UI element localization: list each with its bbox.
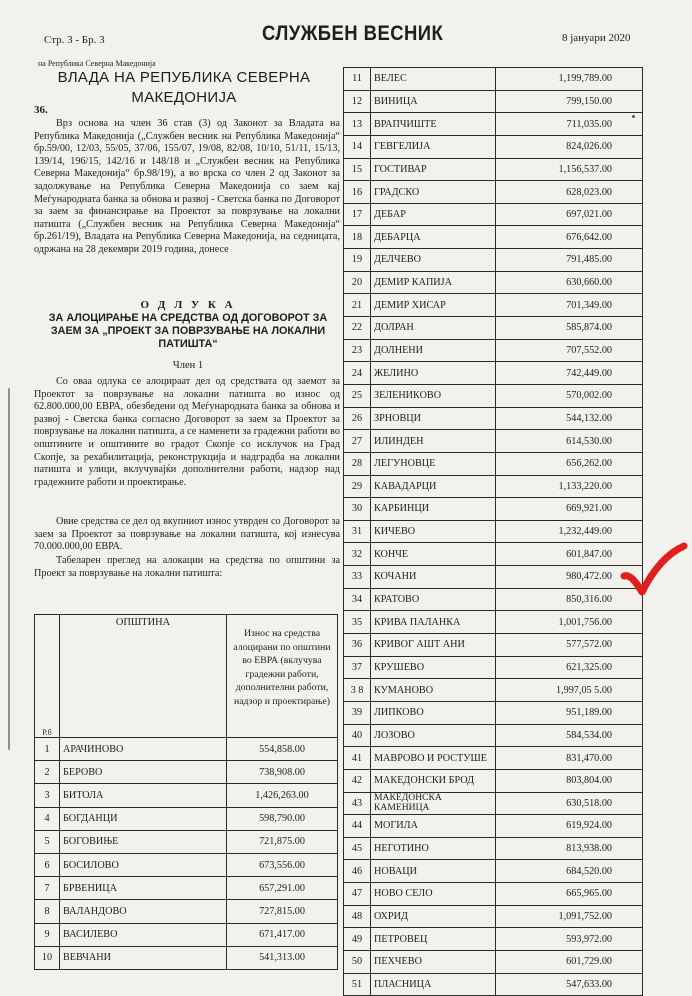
- row-number: 1: [35, 738, 60, 761]
- allocated-amount: 676,642.00: [496, 226, 643, 249]
- row-number: 41: [344, 747, 371, 770]
- allocated-amount: 541,313.00: [227, 946, 338, 969]
- municipality-name: НОВАЦИ: [371, 860, 496, 883]
- allocated-amount: 577,572.00: [496, 634, 643, 657]
- article-label: Член 1: [172, 360, 204, 371]
- row-number: 31: [344, 520, 371, 543]
- allocation-table-left: [34, 614, 338, 970]
- row-number: 28: [344, 452, 371, 475]
- table-row: [344, 973, 643, 996]
- row-number: 18: [344, 226, 371, 249]
- table-row: [344, 883, 643, 906]
- table-row: [344, 860, 643, 883]
- allocated-amount: 669,921.00: [496, 498, 643, 521]
- table-row: [344, 475, 643, 498]
- municipality-name: НЕГОТИНО: [371, 837, 496, 860]
- table-row: [344, 701, 643, 724]
- allocation-table-right: [343, 67, 643, 996]
- municipality-name: ЖЕЛИНО: [371, 362, 496, 385]
- municipality-name: КРИВОГ АШТ АНИ: [371, 634, 496, 657]
- table-row: [344, 769, 643, 792]
- table-row: [344, 792, 643, 815]
- municipality-name: ДОЛНЕНИ: [371, 339, 496, 362]
- allocated-amount: 1,156,537.00: [496, 158, 643, 181]
- municipality-name: ПЛАСНИЦА: [371, 973, 496, 996]
- allocated-amount: 711,035.00: [496, 113, 643, 136]
- allocated-amount: 585,874.00: [496, 317, 643, 340]
- municipality-name: КОЧАНИ: [371, 566, 496, 589]
- municipality-name: БИТОЛА: [60, 784, 227, 807]
- allocated-amount: 803,804.00: [496, 769, 643, 792]
- allocated-amount: 1,426,263.00: [227, 784, 338, 807]
- table-row: [35, 923, 338, 946]
- table-row: [35, 761, 338, 784]
- municipality-name: ЗРНОВЦИ: [371, 407, 496, 430]
- municipality-name: ОХРИД: [371, 905, 496, 928]
- allocated-amount: 727,815.00: [227, 900, 338, 923]
- allocated-amount: 547,633.00: [496, 973, 643, 996]
- municipality-name: МОГИЛА: [371, 815, 496, 838]
- table-row: [344, 68, 643, 91]
- row-number: 35: [344, 611, 371, 634]
- table-row: [35, 853, 338, 876]
- header-municipality: ОПШТИНА: [60, 615, 227, 738]
- municipality-name: КОНЧЕ: [371, 543, 496, 566]
- allocated-amount: 791,485.00: [496, 249, 643, 272]
- row-number: 32: [344, 543, 371, 566]
- municipality-name: ВАЛАНДОВО: [60, 900, 227, 923]
- municipality-name: МАКЕДОНСКА КАМЕНИЦА: [371, 792, 496, 815]
- table-row: [344, 317, 643, 340]
- allocated-amount: 799,150.00: [496, 90, 643, 113]
- table-row: [344, 679, 643, 702]
- municipality-name: ДОЛРАН: [371, 317, 496, 340]
- table-row: [344, 634, 643, 657]
- allocated-amount: 742,449.00: [496, 362, 643, 385]
- allocated-amount: 951,189.00: [496, 701, 643, 724]
- municipality-name: ГРАДСКО: [371, 181, 496, 204]
- municipality-name: БРВЕНИЦА: [60, 877, 227, 900]
- table-row: [344, 181, 643, 204]
- row-number: 49: [344, 928, 371, 951]
- table-row: [344, 837, 643, 860]
- row-number: 50: [344, 950, 371, 973]
- table-row: [344, 384, 643, 407]
- decision-heading: О Д Л У К А: [140, 299, 236, 311]
- municipality-name: КРИВА ПАЛАНКА: [371, 611, 496, 634]
- row-number: 14: [344, 135, 371, 158]
- municipality-name: ИЛИНДЕН: [371, 430, 496, 453]
- allocated-amount: 619,924.00: [496, 815, 643, 838]
- row-number: 37: [344, 656, 371, 679]
- row-number: 27: [344, 430, 371, 453]
- table-row: [344, 407, 643, 430]
- row-number: 17: [344, 203, 371, 226]
- row-number: 11: [344, 68, 371, 91]
- table-row: [344, 158, 643, 181]
- row-number: 36: [344, 634, 371, 657]
- row-number: 51: [344, 973, 371, 996]
- table-row: [344, 271, 643, 294]
- allocated-amount: 544,132.00: [496, 407, 643, 430]
- intro-text: Врз основа на член 36 став (3) од Законот за Владата на Република Македонија („Службен весник на Република Македонија“ бр.59/00, 12/03, 55/05, 37/06, 155/07, 19/08, 82/08, 10/10, 51/11, 15/13, 139/14, 196/15, 142/16 и 148/18 и „Службен весник на Република Северна Македонија“ бр.98/19), а во врска со член 2 од Законот за задолжување на Република Северна Македонија со заем кај Меѓународната банка за обнова и развој - Светска банка по Договорот за заем за финансирање на Проектот за поврзување на локални патишта („Службен весник на Република Северна Македонија“ бр.261/19), Владата на Република Северна Македонија, на седницата, одржана на 28 декември 2019 година, донесе: [34, 118, 340, 255]
- allocated-amount: 697,021.00: [496, 203, 643, 226]
- municipality-name: БОГОВИЊЕ: [60, 830, 227, 853]
- municipality-name: КАРБИНЦИ: [371, 498, 496, 521]
- municipality-name: МАКЕДОНСКИ БРОД: [371, 769, 496, 792]
- decision-number: 36.: [34, 104, 48, 116]
- table-row: [35, 900, 338, 923]
- decision-title: ЗА АЛОЦИРАЊЕ НА СРЕДСТВА ОД ДОГОВОРОТ ЗА ЗАЕМ ЗА „ПРОЕКТ ЗА ПОВРЗУВАЊЕ НА ЛОКАЛНИ ПАТИШТА“: [48, 312, 328, 350]
- row-number: 44: [344, 815, 371, 838]
- allocated-amount: 1,199,789.00: [496, 68, 643, 91]
- row-number: 30: [344, 498, 371, 521]
- table-row: [344, 135, 643, 158]
- table-row: [344, 452, 643, 475]
- municipality-name: ДЕБАР: [371, 203, 496, 226]
- row-number: 40: [344, 724, 371, 747]
- government-title: ВЛАДА НА РЕПУБЛИКА СЕВЕРНА МАКЕДОНИЈА: [57, 69, 311, 106]
- municipality-name: ПЕХЧЕВО: [371, 950, 496, 973]
- table-row: [35, 946, 338, 969]
- municipality-name: КАВАДАРЦИ: [371, 475, 496, 498]
- allocated-amount: 630,518.00: [496, 792, 643, 815]
- municipality-name: ЛЕГУНОВЦЕ: [371, 452, 496, 475]
- municipality-name: АРАЧИНОВО: [60, 738, 227, 761]
- allocated-amount: 980,472.00: [496, 566, 643, 589]
- row-number: 20: [344, 271, 371, 294]
- municipality-name: БОСИЛОВО: [60, 853, 227, 876]
- row-number: 34: [344, 588, 371, 611]
- municipality-name: БЕРОВО: [60, 761, 227, 784]
- allocated-amount: 1,997,05 5.00: [496, 679, 643, 702]
- row-number: 16: [344, 181, 371, 204]
- municipality-name: ЗЕЛЕНИКОВО: [371, 384, 496, 407]
- allocated-amount: 665,965.00: [496, 883, 643, 906]
- row-number: 47: [344, 883, 371, 906]
- allocated-amount: 738,908.00: [227, 761, 338, 784]
- header-rb: Р.б: [35, 615, 60, 738]
- municipality-name: ВЕЛЕС: [371, 68, 496, 91]
- municipality-name: БОГДАНЦИ: [60, 807, 227, 830]
- table-row: [35, 784, 338, 807]
- allocated-amount: 657,291.00: [227, 877, 338, 900]
- municipality-name: ДЕМИР КАПИЈА: [371, 271, 496, 294]
- allocated-amount: 614,530.00: [496, 430, 643, 453]
- allocated-amount: 656,262.00: [496, 452, 643, 475]
- table-row: [344, 430, 643, 453]
- row-number: 2: [35, 761, 60, 784]
- row-number: 25: [344, 384, 371, 407]
- table-row: [35, 830, 338, 853]
- row-number: 12: [344, 90, 371, 113]
- allocated-amount: 1,133,220.00: [496, 475, 643, 498]
- municipality-name: ЛИПКОВО: [371, 701, 496, 724]
- ink-dot: [632, 115, 635, 118]
- row-number: 33: [344, 566, 371, 589]
- row-number: 39: [344, 701, 371, 724]
- municipality-name: ДЕЛЧЕВО: [371, 249, 496, 272]
- municipality-name: КИЧЕВО: [371, 520, 496, 543]
- table-row: [344, 566, 643, 589]
- ministry-note: на Република Северна Македонија: [38, 59, 156, 68]
- row-number: 13: [344, 113, 371, 136]
- allocated-amount: 1,232,449.00: [496, 520, 643, 543]
- municipality-name: ВИНИЦА: [371, 90, 496, 113]
- row-number: 48: [344, 905, 371, 928]
- municipality-name: КРАТОВО: [371, 588, 496, 611]
- table-row: [344, 226, 643, 249]
- allocated-amount: 850,316.00: [496, 588, 643, 611]
- table-row: [344, 543, 643, 566]
- table-row: [344, 203, 643, 226]
- municipality-name: ВРАПЧИШТЕ: [371, 113, 496, 136]
- municipality-name: ДЕМИР ХИСАР: [371, 294, 496, 317]
- table-row: [344, 113, 643, 136]
- table-row: [344, 747, 643, 770]
- allocated-amount: 684,520.00: [496, 860, 643, 883]
- municipality-name: ВАСИЛЕВО: [60, 923, 227, 946]
- municipality-name: МАВРОВО И РОСТУШЕ: [371, 747, 496, 770]
- row-number: 10: [35, 946, 60, 969]
- allocated-amount: 628,023.00: [496, 181, 643, 204]
- allocated-amount: 671,417.00: [227, 923, 338, 946]
- paragraph-1: Со оваа одлука се алоцираат дел од средствата од заемот за Проектот за поврзување на локални патишта во износ од 62.800.000,00 ЕВРА, обезбедени од Меѓународната банка за обнова и развој - Светска банка согласно Договорот за заем за Проектот за поврзување на локални патишта, а се наменети за градежни работи во општините и општините во градот Скопје со исклучок на Град Скопје, за рехабилитација, реконструкција и надградба на локални патишта и улици, вклучувајќи дополнителни работи, надзор над градежните работи и проектирање.: [34, 376, 340, 488]
- row-number: 4: [35, 807, 60, 830]
- municipality-name: ДЕБАРЦА: [371, 226, 496, 249]
- table-row: [344, 249, 643, 272]
- row-number: 21: [344, 294, 371, 317]
- allocated-amount: 554,858.00: [227, 738, 338, 761]
- allocated-amount: 701,349.00: [496, 294, 643, 317]
- page-reference: Стр. 3 - Бр. 3: [44, 34, 105, 46]
- row-number: 3: [35, 784, 60, 807]
- row-number: 43: [344, 792, 371, 815]
- table-row: [344, 950, 643, 973]
- allocated-amount: 601,729.00: [496, 950, 643, 973]
- row-number: 26: [344, 407, 371, 430]
- row-number: 9: [35, 923, 60, 946]
- allocated-amount: 707,552.00: [496, 339, 643, 362]
- municipality-name: ГЕВГЕЛИЈА: [371, 135, 496, 158]
- allocated-amount: 1,091,752.00: [496, 905, 643, 928]
- municipality-name: КРУШЕВО: [371, 656, 496, 679]
- allocated-amount: 630,660.00: [496, 271, 643, 294]
- table-row: [344, 656, 643, 679]
- row-number: 5: [35, 830, 60, 853]
- red-checkmark-icon: [618, 542, 692, 602]
- municipality-name: ГОСТИВАР: [371, 158, 496, 181]
- allocated-amount: 831,470.00: [496, 747, 643, 770]
- allocated-amount: 673,556.00: [227, 853, 338, 876]
- table-header-row: [35, 615, 338, 738]
- header-amount: Износ на средства алоцирани по општини во ЕВРА (вклучува градежни работи, дополнителни работи, надзор и проектирање): [227, 615, 338, 738]
- allocated-amount: 621,325.00: [496, 656, 643, 679]
- paragraph-3: Табеларен преглед на алокации на средства по општини за Проект за поврзување на локални патишта:: [34, 555, 340, 579]
- allocated-amount: 824,026.00: [496, 135, 643, 158]
- municipality-name: ПЕТРОВЕЦ: [371, 928, 496, 951]
- table-row: [344, 362, 643, 385]
- table-row: [35, 877, 338, 900]
- table-row: [344, 520, 643, 543]
- row-number: 24: [344, 362, 371, 385]
- allocated-amount: 570,002.00: [496, 384, 643, 407]
- row-number: 19: [344, 249, 371, 272]
- allocated-amount: 593,972.00: [496, 928, 643, 951]
- table-row: [344, 724, 643, 747]
- row-number: 46: [344, 860, 371, 883]
- table-row: [344, 294, 643, 317]
- table-row: [344, 498, 643, 521]
- row-number: 42: [344, 769, 371, 792]
- municipality-name: ВЕВЧАНИ: [60, 946, 227, 969]
- journal-title: СЛУЖБЕН ВЕСНИК: [262, 22, 444, 45]
- allocated-amount: 1,001,756.00: [496, 611, 643, 634]
- row-number: 6: [35, 853, 60, 876]
- scrollbar[interactable]: [8, 388, 10, 750]
- allocated-amount: 601,847.00: [496, 543, 643, 566]
- allocated-amount: 584,534.00: [496, 724, 643, 747]
- paragraph-2: Овие средства се дел од вкупниот износ утврден со Договорот за заем за Проектот за поврзување на локални патишта, кој изнесува 70.000.000,00 ЕВРА.: [34, 516, 340, 553]
- row-number: 7: [35, 877, 60, 900]
- table-row: [35, 738, 338, 761]
- allocated-amount: 721,875.00: [227, 830, 338, 853]
- table-row: [35, 807, 338, 830]
- table-row: [344, 588, 643, 611]
- row-number: 22: [344, 317, 371, 340]
- municipality-name: НОВО СЕЛО: [371, 883, 496, 906]
- row-number: 29: [344, 475, 371, 498]
- row-number: 3 8: [344, 679, 371, 702]
- table-row: [344, 339, 643, 362]
- table-row: [344, 905, 643, 928]
- municipality-name: ЛОЗОВО: [371, 724, 496, 747]
- table-row: [344, 928, 643, 951]
- municipality-name: КУМАНОВО: [371, 679, 496, 702]
- row-number: 45: [344, 837, 371, 860]
- allocated-amount: 813,938.00: [496, 837, 643, 860]
- table-row: [344, 815, 643, 838]
- row-number: 8: [35, 900, 60, 923]
- table-row: [344, 90, 643, 113]
- allocated-amount: 598,790.00: [227, 807, 338, 830]
- row-number: 23: [344, 339, 371, 362]
- row-number: 15: [344, 158, 371, 181]
- table-row: [344, 611, 643, 634]
- issue-date: 8 јануари 2020: [562, 32, 631, 44]
